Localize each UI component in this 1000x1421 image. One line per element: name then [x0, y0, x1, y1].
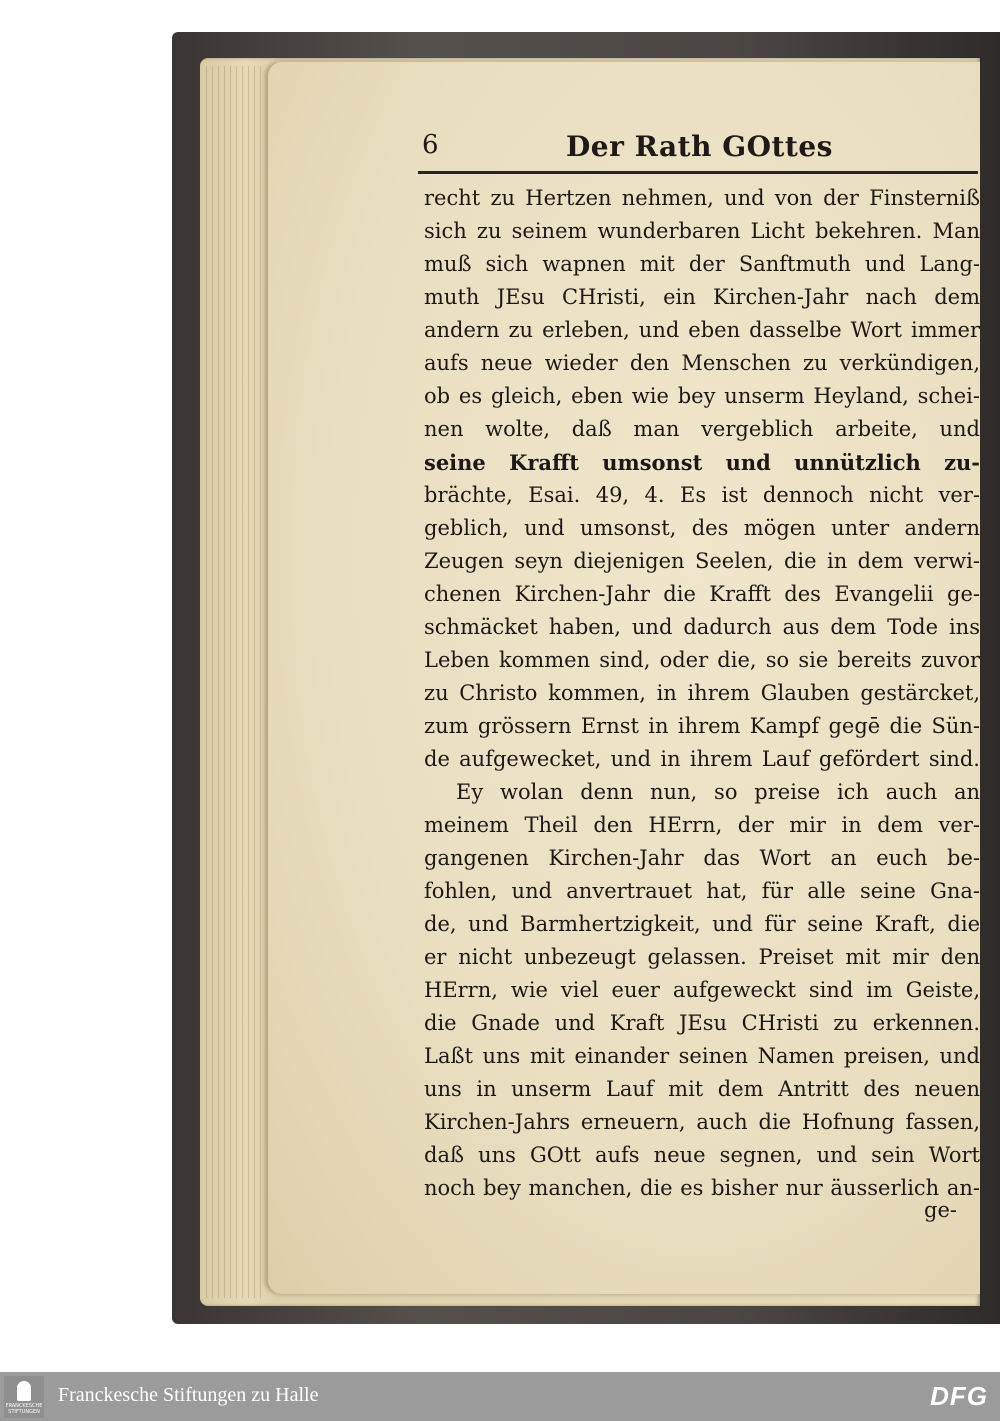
running-title: Der Rath GOttes — [566, 130, 833, 163]
text-line: aufs neue wieder den Menschen zu verkündigen, — [424, 351, 980, 375]
text-line: andern zu erleben, und eben dasselbe Wort immer — [424, 318, 980, 342]
text-line: Leben kommen sind, oder die, so sie bereits zuvor — [424, 648, 980, 672]
catchword: ge- — [924, 1198, 957, 1222]
text-line: er nicht unbezeugt gelassen. Preiset mit mir den — [424, 945, 980, 969]
text-line: Ey wolan denn nun, so preise ich auch an — [456, 780, 980, 804]
dfg-logo[interactable]: DFG — [930, 1381, 988, 1411]
text-line: sich zu seinem wunderbaren Licht bekehren. Man — [424, 219, 980, 243]
text-line: brächte, Esai. 49, 4. Es ist dennoch nicht ver- — [424, 483, 980, 507]
text-line: Laßt uns mit einander seinen Namen preisen, und — [424, 1044, 980, 1068]
text-line: die Gnade und Kraft JEsu CHristi zu erkennen. — [424, 1011, 980, 1035]
text-line: muß sich wapnen mit der Sanftmuth und Lang- — [424, 252, 980, 276]
logo-text: FRANCKESCHE STIFTUNGEN — [5, 1403, 43, 1415]
body-text — [424, 182, 980, 1232]
footer-bar — [0, 1372, 1000, 1421]
institution-logo[interactable] — [4, 1376, 44, 1418]
page-number: 6 — [422, 130, 439, 160]
text-line: Zeugen seyn diejenigen Seelen, die in dem verwi- — [424, 549, 980, 573]
header-rule — [418, 171, 978, 174]
text-line: Kirchen-Jahrs erneuern, auch die Hofnung fassen, — [424, 1110, 980, 1134]
page-header — [420, 128, 980, 168]
text-line: zum grössern Ernst in ihrem Kampf gegē die Sün- — [424, 714, 980, 738]
text-line: chenen Kirchen-Jahr die Krafft des Evangelii ge- — [424, 582, 980, 606]
text-line: recht zu Hertzen nehmen, und von der Finsterniß — [424, 186, 980, 210]
text-line: seine Krafft umsonst und unnützlich zu- — [424, 450, 980, 475]
text-line: muth JEsu CHristi, ein Kirchen-Jahr nach dem — [424, 285, 980, 309]
text-line: ob es gleich, eben wie bey unserm Heyland, schei- — [424, 384, 980, 408]
text-line: de, und Barmhertzigkeit, und für seine Kraft, die — [424, 912, 980, 936]
text-line: zu Christo kommen, in ihrem Glauben gestärcket, — [424, 681, 980, 705]
text-line: noch bey manchen, die es bisher nur äusserlich an- — [424, 1176, 980, 1200]
text-line: meinem Theil den HErrn, der mir in dem ver- — [424, 813, 980, 837]
text-line: fohlen, und anvertrauet hat, für alle seine Gna- — [424, 879, 980, 903]
text-line: de aufgewecket, und in ihrem Lauf gefördert sind. — [424, 747, 980, 771]
text-line: HErrn, wie viel euer aufgeweckt sind im Geiste, — [424, 978, 980, 1002]
text-line: gangenen Kirchen-Jahr das Wort an euch be- — [424, 846, 980, 870]
building-icon — [17, 1381, 31, 1401]
text-line: geblich, und umsonst, des mögen unter andern — [424, 516, 980, 540]
text-line: nen wolte, daß man vergeblich arbeite, und — [424, 417, 980, 441]
text-line: daß uns GOtt aufs neue segnen, und sein Wort — [424, 1143, 980, 1167]
institution-name[interactable]: Franckesche Stiftungen zu Halle — [58, 1384, 319, 1406]
text-line: schmäcket haben, und dadurch aus dem Tode ins — [424, 615, 980, 639]
text-line: uns in unserm Lauf mit dem Antritt des neuen — [424, 1077, 980, 1101]
